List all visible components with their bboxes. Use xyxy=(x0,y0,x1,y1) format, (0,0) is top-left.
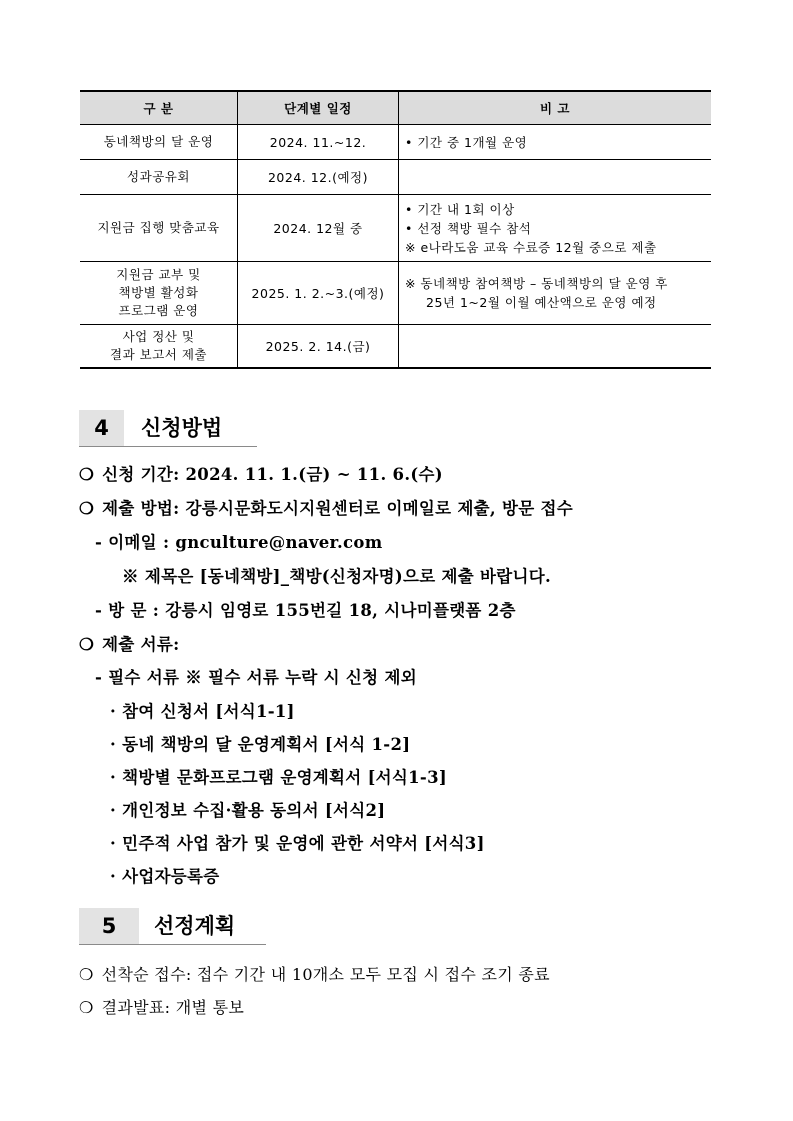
category-cell: 성과공유회 xyxy=(80,160,238,195)
section-4-number: 4 xyxy=(79,410,124,446)
header-schedule: 단계별 일정 xyxy=(238,91,399,125)
list-item: ❍ 제출 방법: 강릉시문화도시지원센터로 이메일로 제출, 방문 접수 xyxy=(79,499,574,518)
section-4-title: 신청방법 xyxy=(141,416,223,440)
table-row xyxy=(80,262,711,325)
schedule-cell: 2025. 2. 14.(금) xyxy=(238,325,399,368)
list-item: ❍ 제출 서류: xyxy=(79,635,180,654)
circle-bullet-icon: ❍ xyxy=(79,499,95,518)
table-header-row xyxy=(80,91,711,125)
circle-bullet-icon: ❍ xyxy=(79,998,94,1017)
section-5-header xyxy=(79,908,266,945)
list-item: · 사업자등록증 xyxy=(110,867,220,886)
list-item: · 동네 책방의 달 운영계획서 [서식 1-2] xyxy=(110,735,411,754)
table-row xyxy=(80,125,711,160)
circle-bullet-icon: ❍ xyxy=(79,465,95,484)
list-item: - 이메일 : gnculture@naver.com xyxy=(95,533,383,552)
list-item: - 필수 서류 ※ 필수 서류 누락 시 신청 제외 xyxy=(95,668,417,687)
table-row xyxy=(80,195,711,262)
header-category: 구 분 xyxy=(80,91,238,125)
schedule-cell: 2024. 12.(예정) xyxy=(238,160,399,195)
notes-cell: • 기간 중 1개월 운영 xyxy=(399,125,712,160)
section-5-number: 5 xyxy=(79,908,139,944)
list-item: · 참여 신청서 [서식1-1] xyxy=(110,702,295,721)
table-row xyxy=(80,325,711,368)
notes-cell: ※ 동네책방 참여책방 – 동네책방의 달 운영 후 25년 1~2월 이월 예산액으로 운영 예정 xyxy=(399,262,712,325)
list-item: ❍ 결과발표: 개별 통보 xyxy=(79,998,245,1017)
schedule-cell: 2024. 11.~12. xyxy=(238,125,399,160)
category-cell: 동네책방의 달 운영 xyxy=(80,125,238,160)
section-5-title: 선정계획 xyxy=(154,914,236,938)
schedule-table xyxy=(80,90,711,369)
schedule-cell: 2024. 12월 중 xyxy=(238,195,399,262)
notes-cell xyxy=(399,325,712,368)
schedule-cell: 2025. 1. 2.~3.(예정) xyxy=(238,262,399,325)
circle-bullet-icon: ❍ xyxy=(79,635,95,654)
category-cell: 지원금 교부 및 책방별 활성화 프로그램 운영 xyxy=(80,262,238,325)
category-cell: 지원금 집행 맞춤교육 xyxy=(80,195,238,262)
notes-cell: • 기간 내 1회 이상 • 선정 책방 필수 참석 ※ e나라도움 교육 수료증 12월 중으로 제출 xyxy=(399,195,712,262)
list-item: · 개인정보 수집·활용 동의서 [서식2] xyxy=(110,801,386,820)
category-cell: 사업 정산 및 결과 보고서 제출 xyxy=(80,325,238,368)
circle-bullet-icon: ❍ xyxy=(79,965,94,984)
list-item: ❍ 선착순 접수: 접수 기간 내 10개소 모두 모집 시 접수 조기 종료 xyxy=(79,965,550,984)
header-notes: 비 고 xyxy=(399,91,712,125)
notes-cell xyxy=(399,160,712,195)
list-item: · 책방별 문화프로그램 운영계획서 [서식1-3] xyxy=(110,768,447,787)
section-4-header xyxy=(79,410,257,447)
table-row xyxy=(80,160,711,195)
list-item: ※ 제목은 [동네책방]_책방(신청자명)으로 제출 바랍니다. xyxy=(122,567,552,586)
list-item: - 방 문 : 강릉시 임영로 155번길 18, 시나미플랫폼 2층 xyxy=(95,601,516,620)
list-item: ❍ 신청 기간: 2024. 11. 1.(금) ~ 11. 6.(수) xyxy=(79,465,443,484)
list-item: · 민주적 사업 참가 및 운영에 관한 서약서 [서식3] xyxy=(110,834,485,853)
